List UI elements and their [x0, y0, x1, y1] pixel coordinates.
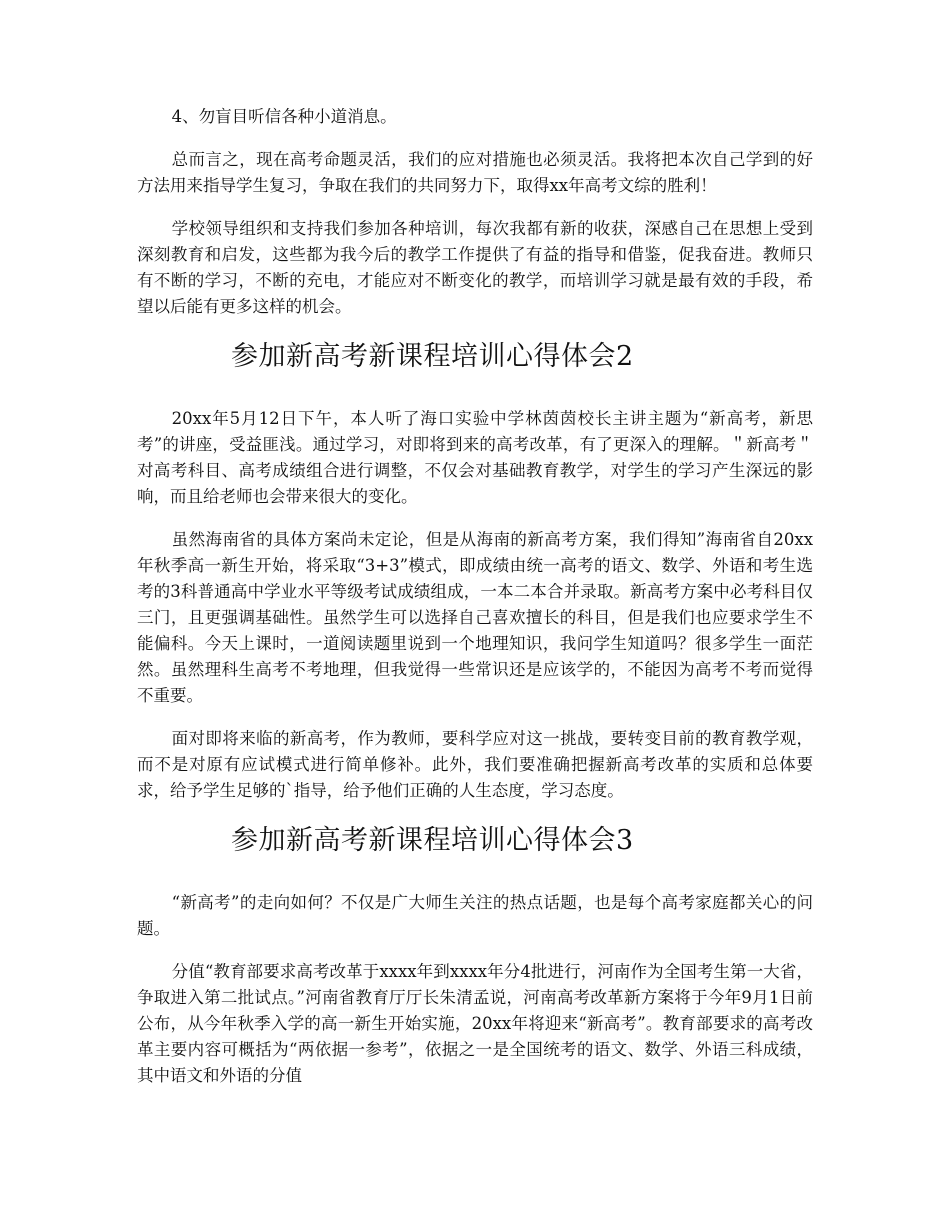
paragraph: 4、勿盲目听信各种小道消息。 — [171, 107, 397, 126]
section-heading: 参加新高考新课程培训心得体会2 — [231, 341, 634, 372]
paragraph: 面对即将来临的新高考，作为教师，要科学应对这一挑战，要转变目前的教育教学观，而不是对原有应试模式进行简单修补。此外，我们要准确把握新高考改革的实质和总体要求，给予学生足够的`指导，给予他们正确的人生态度，学习态度。 — [137, 729, 813, 800]
paragraph: 虽然海南省的具体方案尚未定论，但是从海南的新高考方案，我们得知”海南省自20xx年秋季高一新生开始，将采取“3+3”模式，即成绩由统一高考的语文、数学、外语和考生选考的3科普通高中学业水平等级考试成绩组成，一本二本合并录取。新高考方案中必考科目仅三门，且更强调基础性。虽然学生可以选择自己喜欢擅长的科目，但是我们也应要求学生不能偏科。今天上课时，一道阅读题里说到一个地理知识，我问学生知道吗？很多学生一面茫然。虽然理科生高考不考地理，但我觉得一些常识还是应该学的，不能因为高考不考而觉得不重要。 — [137, 530, 813, 705]
paragraph: 学校领导组织和支持我们参加各种培训，每次我都有新的收获，深感自己在思想上受到深刻教育和启发，这些都为我今后的教学工作提供了有益的指导和借鉴，促我奋进。教师只有不断的学习，不断的充电，才能应对不断变化的教学，而培训学习就是最有效的手段，希望以后能有更多这样的机会。 — [137, 219, 813, 316]
paragraph: “新高考”的走向如何？不仅是广大师生关注的热点话题，也是每个高考家庭都关心的问题。 — [137, 893, 813, 938]
section-heading: 参加新高考新课程培训心得体会3 — [231, 825, 634, 856]
paragraph: 分值“教育部要求高考改革于xxxx年到xxxx年分4批进行，河南作为全国考生第一大省，争取进入第二批试点。”河南省教育厅厅长朱清孟说，河南高考改革新方案将于今年9月1日前公布，从今年秋季入学的高一新生开始实施，20xx年将迎来“新高考”。教育部要求的高考改革主要内容可概括为“两依据一参考”，依据之一是全国统考的语文、数学、外语三科成绩，其中语文和外语的分值 — [137, 962, 813, 1085]
paragraph: 总而言之，现在高考命题灵活，我们的应对措施也必须灵活。我将把本次自己学到的好方法用来指导学生复习，争取在我们的共同努力下，取得xx年高考文综的胜利！ — [137, 150, 813, 195]
paragraph: 20xx年5月12日下午，本人听了海口实验中学林茵茵校长主讲主题为“新高考，新思考”的讲座，受益匪浅。通过学习，对即将到来的高考改革，有了更深入的理解。＂新高考＂对高考科目、高考成绩组合进行调整，不仅会对基础教育教学，对学生的学习产生深远的影响，而且给老师也会带来很大的变化。 — [137, 409, 813, 506]
document-body — [137, 104, 813, 1106]
